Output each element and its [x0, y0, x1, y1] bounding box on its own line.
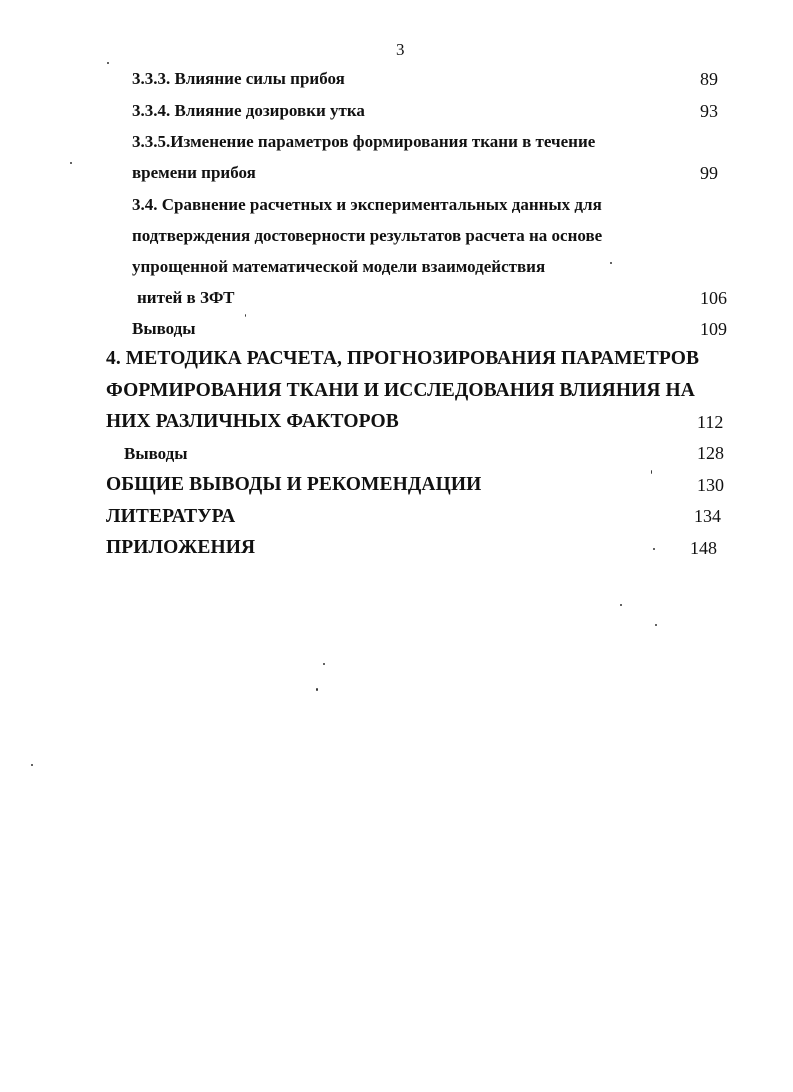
toc-entry-3-3-5-line2: времени прибоя — [132, 163, 256, 182]
toc-page-3-3-5: 99 — [700, 163, 718, 183]
scan-speck — [70, 162, 72, 164]
toc-entry-3-3-3: 3.3.3. Влияние силы прибоя — [132, 69, 345, 88]
toc-entry-3-4-line1: 3.4. Сравнение расчетных и экспериментальных данных для — [132, 195, 602, 214]
toc-page-conclusions-4: 128 — [697, 443, 724, 463]
toc-entry-3-3-5-line1: 3.3.5.Изменение параметров формирования ткани в течение — [132, 132, 596, 151]
scan-speck — [245, 314, 246, 317]
toc-entry-3-4-line3: упрощенной математической модели взаимодействия — [132, 257, 546, 276]
toc-entry-3-4-line4: нитей в ЗФТ — [137, 288, 235, 307]
scan-speck — [610, 262, 612, 264]
toc-page-general-conclusions: 130 — [697, 475, 724, 495]
toc-page-literature: 134 — [694, 506, 721, 526]
toc-page-conclusions-3: 109 — [700, 319, 727, 339]
toc-chapter-4-line2: ФОРМИРОВАНИЯ ТКАНИ И ИССЛЕДОВАНИЯ ВЛИЯНИЯ НА — [106, 380, 695, 401]
toc-page-appendices: 148 — [690, 538, 717, 558]
page-number: 3 — [396, 40, 405, 59]
toc-literature: ЛИТЕРАТУРА — [106, 506, 236, 527]
scan-speck — [651, 470, 652, 474]
toc-chapter-4-line3: НИХ РАЗЛИЧНЫХ ФАКТОРОВ — [106, 411, 399, 432]
toc-general-conclusions: ОБЩИЕ ВЫВОДЫ И РЕКОМЕНДАЦИИ — [106, 474, 482, 495]
toc-chapter-4-line1: 4. МЕТОДИКА РАСЧЕТА, ПРОГНОЗИРОВАНИЯ ПАРАМЕТРОВ — [106, 348, 700, 369]
scan-speck — [323, 663, 325, 665]
scan-speck — [316, 688, 318, 691]
toc-page-chapter-4: 112 — [697, 412, 724, 432]
toc-entry-conclusions-4: Выводы — [124, 444, 188, 463]
toc-entry-3-4-line2: подтверждения достоверности результатов расчета на основе — [132, 226, 603, 245]
toc-page-3-3-3: 89 — [700, 69, 718, 89]
toc-entry-conclusions-3: Выводы — [132, 319, 196, 338]
scan-speck — [107, 62, 109, 64]
toc-entry-3-3-4: 3.3.4. Влияние дозировки утка — [132, 101, 365, 120]
toc-page-3-4: 106 — [700, 288, 727, 308]
scan-speck — [653, 548, 655, 550]
toc-page-3-3-4: 93 — [700, 101, 718, 121]
scan-speck — [655, 624, 657, 626]
scan-speck — [31, 764, 33, 766]
scan-speck — [620, 604, 622, 606]
toc-appendices: ПРИЛОЖЕНИЯ — [106, 537, 256, 558]
